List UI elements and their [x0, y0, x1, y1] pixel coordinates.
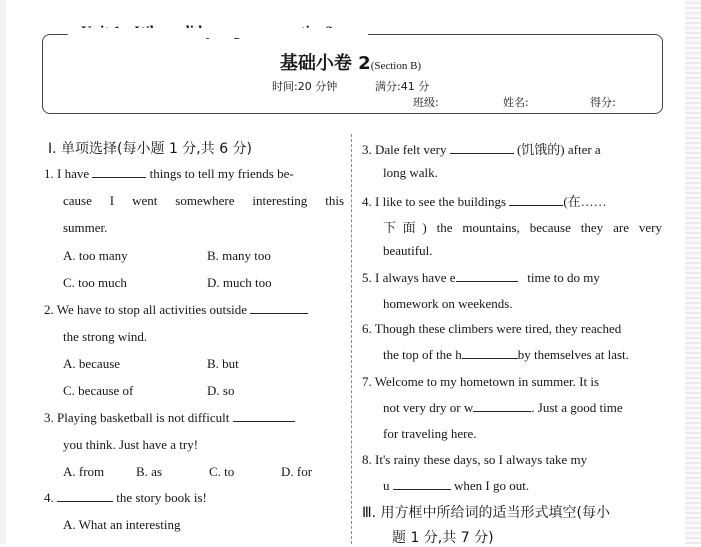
option-2a: A. because: [63, 356, 121, 371]
full-score: 满分:41 分: [375, 80, 430, 93]
option-3d: D. for: [281, 464, 313, 479]
option-1d: D. much too: [207, 275, 272, 290]
option-3a: A. from: [63, 464, 105, 479]
column-divider: [351, 134, 352, 544]
option-2c: C. because of: [63, 383, 134, 398]
fill-question-7-line-3: for traveling here.: [383, 426, 477, 441]
answer-blank[interactable]: [57, 491, 113, 502]
fill-question-6-line-2: the top of the h by themselves at last.: [383, 347, 629, 362]
fill-question-5-line-1: 5. I always have e time to do my: [362, 270, 600, 285]
section-3-heading-line-1: Ⅲ. 用方框中所给词的适当形式填空(每小: [362, 505, 611, 521]
question-3-line-2: you think. Just have a try!: [63, 437, 199, 452]
name-field: 姓名:: [503, 96, 529, 109]
score-field: 得分:: [590, 96, 616, 109]
fill-question-5-line-2: homework on weekends.: [383, 296, 513, 311]
question-2-line-2: the strong wind.: [63, 329, 148, 344]
fill-question-8-line-1: 8. It's rainy these days, so I always take my: [362, 452, 588, 467]
option-2d: D. so: [207, 383, 235, 398]
question-1-line-2: cause I went somewhere interesting this: [63, 193, 344, 208]
answer-blank[interactable]: [462, 348, 518, 359]
option-4a: A. What an interesting: [63, 517, 181, 532]
fill-question-3-line-1: 3. Dale felt very (饥饿的) after a: [362, 142, 601, 157]
fill-question-4-line-2: 下面) the mountains, because they are very: [383, 220, 662, 235]
answer-blank[interactable]: [450, 143, 514, 154]
answer-blank[interactable]: [393, 479, 451, 490]
answer-blank[interactable]: [250, 303, 308, 314]
fill-question-6-line-1: 6. Though these climbers were tired, they reached: [362, 321, 622, 336]
option-3b: B. as: [136, 464, 162, 479]
fill-question-4-line-1: 4. I like to see the buildings (在……: [362, 194, 607, 209]
quiz-title: 基础小卷 2(Section B): [279, 53, 422, 74]
question-4-line-1: 4. the story book is!: [44, 490, 207, 505]
question-1-line-1: 1. I have things to tell my friends be-: [44, 166, 294, 181]
option-1c: C. too much: [63, 275, 127, 290]
section-3-heading-line-2: 题 1 分,共 7 分): [392, 530, 494, 546]
fill-question-8-line-2: u when I go out.: [383, 478, 530, 493]
answer-blank[interactable]: [473, 401, 531, 412]
option-1b: B. many too: [207, 248, 271, 263]
section-1-heading: Ⅰ. 单项选择(每小题 1 分,共 6 分): [48, 141, 253, 157]
option-3c: C. to: [209, 464, 235, 479]
answer-blank[interactable]: [233, 411, 295, 422]
quiz-section: (Section B): [370, 60, 422, 72]
fill-question-3-line-2: long walk.: [383, 165, 438, 180]
answer-blank[interactable]: [92, 167, 146, 178]
option-2b: B. but: [207, 356, 239, 371]
question-2-line-1: 2. We have to stop all activities outside: [44, 302, 308, 318]
class-field: 班级:: [413, 96, 439, 109]
question-1-line-3: summer.: [63, 220, 108, 235]
answer-blank[interactable]: [456, 271, 518, 282]
question-3-line-1: 3. Playing basketball is not difficult: [44, 410, 295, 426]
time-limit: 时间:20 分钟: [272, 80, 338, 93]
scan-edge-left: [0, 0, 6, 544]
scan-edge-right: [685, 0, 701, 544]
option-1a: A. too many: [63, 248, 128, 263]
fill-question-4-line-3: beautiful.: [383, 243, 433, 258]
fill-question-7-line-1: 7. Welcome to my hometown in summer. It is: [362, 374, 600, 389]
fill-question-7-line-2: not very dry or w . Just a good time: [383, 400, 623, 415]
answer-blank[interactable]: [509, 195, 563, 206]
